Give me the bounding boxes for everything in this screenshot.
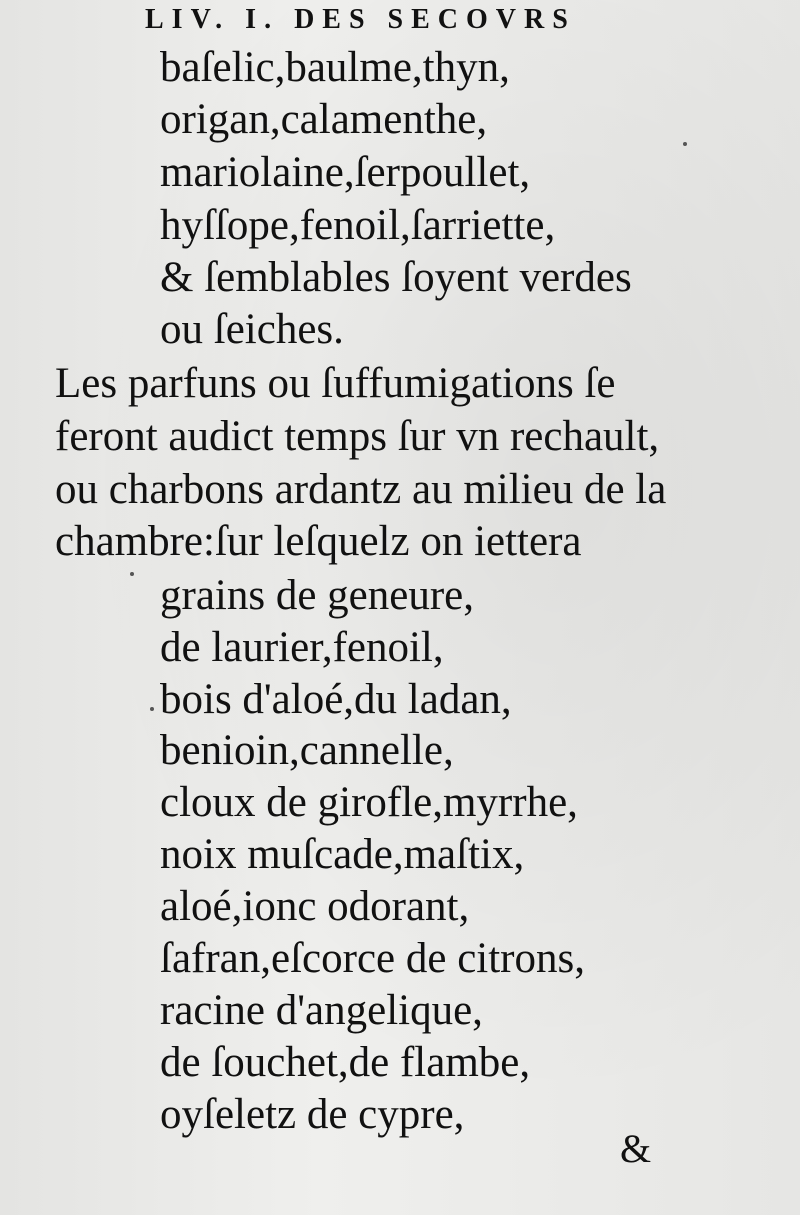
- list-item: benioin,cannelle,: [160, 727, 454, 774]
- list-item: ſafran,eſcorce de citrons,: [160, 935, 585, 982]
- list-item: racine d'angelique,: [160, 987, 483, 1034]
- ink-speck: [130, 572, 134, 576]
- list-item: aloé,ionc odorant,: [160, 883, 470, 930]
- list-item: oyſeletz de cypre,: [160, 1091, 465, 1138]
- paragraph-line: feront audict temps ſur vn rechault,: [55, 413, 660, 460]
- list-item: & ſemblables ſoyent verdes: [160, 254, 632, 301]
- list-item: noix muſcade,maſtix,: [160, 831, 525, 878]
- ink-speck: [150, 707, 154, 711]
- paragraph-line: Les parfuns ou ſuffumigations ſe: [55, 360, 616, 407]
- list-item: de ſouchet,de flambe,: [160, 1039, 531, 1086]
- ink-speck: [683, 142, 687, 146]
- list-item: mariolaine,ſerpoullet,: [160, 149, 531, 196]
- catchword: &: [620, 1126, 652, 1171]
- paragraph-line: chambre:ſur leſquelz on iettera: [55, 518, 582, 565]
- list-item: de laurier,fenoil,: [160, 624, 444, 671]
- list-item: bois d'aloé,du ladan,: [160, 676, 512, 723]
- list-item: origan,calamenthe,: [160, 96, 488, 143]
- list-item: baſelic,baulme,thyn,: [160, 44, 510, 91]
- list-item: grains de geneure,: [160, 572, 474, 619]
- list-item: ou ſeiches.: [160, 306, 344, 353]
- running-head: LIV. I. DES SECOVRS: [145, 4, 576, 35]
- list-item: cloux de girofle,myrrhe,: [160, 779, 578, 826]
- paragraph-line: ou charbons ardantz au milieu de la: [55, 466, 667, 513]
- list-item: hyſſope,fenoil,ſarriette,: [160, 202, 556, 249]
